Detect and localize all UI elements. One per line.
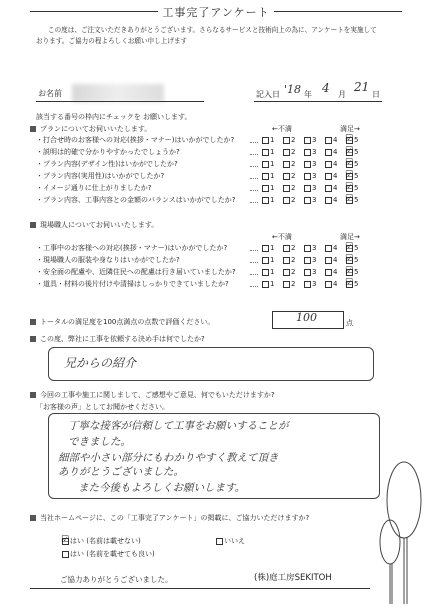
rating-option-2[interactable]: [283, 172, 295, 181]
rating-option-4[interactable]: [325, 148, 337, 157]
rating-option-3[interactable]: [304, 160, 316, 169]
rating-option-3[interactable]: [304, 280, 316, 289]
rating-number: 5: [354, 136, 359, 144]
rating-option-1[interactable]: [262, 256, 274, 265]
rating-number: 3: [312, 256, 317, 264]
rating-option-2[interactable]: [283, 256, 295, 265]
question-text: ・プラン内容(デザイン性)はいかがでしたか?: [36, 160, 178, 168]
rating-number: 5: [354, 280, 359, 288]
total-unit: 点: [346, 319, 353, 327]
check-mark: ☑: [345, 158, 354, 168]
rating-option-1[interactable]: [262, 160, 274, 169]
question-text: ・説明は的確で分かりやすかったでしょうか?: [36, 148, 180, 156]
title-rule-right: [274, 11, 402, 12]
rating-option-3[interactable]: [304, 148, 316, 157]
question-text: ・安全面の配慮や、近隣住民への配慮は行き届いていましたか?: [36, 268, 236, 276]
rating-number: 1: [270, 268, 275, 276]
rating-number: 5: [354, 148, 359, 156]
voice-answer-line: 丁寧な接客が信頼して工事をお願いすることが: [68, 420, 289, 432]
rating-number: 3: [312, 244, 317, 252]
homepage-option-label: はい (名前は載せない): [70, 537, 141, 545]
rating-checkbox[interactable]: [304, 197, 311, 204]
staff-scale-bad: ←不満: [272, 233, 292, 241]
question-leader: [250, 202, 258, 203]
rating-option-4[interactable]: [325, 160, 337, 169]
date-month: 4: [322, 81, 330, 95]
rating-number: 1: [270, 244, 275, 252]
rating-checkbox[interactable]: [262, 197, 269, 204]
rating-checkbox[interactable]: [262, 173, 269, 180]
check-mark: ☑: [345, 194, 354, 204]
question-leader: [250, 154, 258, 155]
check-mark: ☑: [345, 242, 354, 252]
rating-number: 2: [291, 268, 296, 276]
rating-number: 4: [333, 244, 338, 252]
voice-label-1: 今回の工事や施工に関しまして、ご感想やご意見、何でもいただけますか?: [40, 391, 275, 399]
rating-number: 5: [354, 184, 359, 192]
rating-option-3[interactable]: [304, 172, 316, 181]
homepage-option[interactable]: [62, 537, 141, 546]
question-text: ・プラン内容(実用性)はいかがでしたか?: [36, 172, 165, 180]
decision-bullet: [30, 336, 36, 342]
rating-option-2[interactable]: [283, 148, 295, 157]
check-mark: ☑: [345, 266, 354, 276]
rating-checkbox[interactable]: [283, 149, 290, 156]
rating-number: 2: [291, 172, 296, 180]
date-year-suffix: 年: [304, 90, 312, 99]
decision-label: この度、弊社に工事を依頼する決め手は何でしたか?: [40, 335, 205, 343]
rating-number: 5: [354, 196, 359, 204]
homepage-option-label: はい (名前を載せても良い): [70, 550, 155, 558]
staff-bullet: [30, 222, 36, 228]
rating-number: 2: [291, 136, 296, 144]
rating-option-2[interactable]: [283, 160, 295, 169]
rating-number: 3: [312, 136, 317, 144]
rating-option-1[interactable]: [262, 196, 274, 205]
rating-option-3[interactable]: [304, 256, 316, 265]
staff-heading: 現場職人についてお伺いいたします。: [40, 221, 159, 229]
rating-checkbox[interactable]: [262, 185, 269, 192]
rating-option-1[interactable]: [262, 148, 274, 157]
rating-option-4[interactable]: [325, 136, 337, 145]
homepage-option[interactable]: [216, 537, 245, 546]
rating-number: 3: [312, 148, 317, 156]
rating-checkbox[interactable]: [304, 281, 311, 288]
total-score-value: 100: [296, 311, 317, 324]
rating-option-3[interactable]: [304, 268, 316, 277]
rating-number: 2: [291, 256, 296, 264]
homepage-bullet: [30, 515, 36, 521]
check-mark: ☑: [345, 146, 354, 156]
rating-checkbox[interactable]: [325, 149, 332, 156]
rating-checkbox[interactable]: [304, 269, 311, 276]
check-mark: ☑: [61, 535, 70, 545]
name-underline: [36, 101, 204, 102]
check-mark: ☑: [345, 278, 354, 288]
rating-option-4[interactable]: [325, 172, 337, 181]
rating-option-3[interactable]: [304, 244, 316, 253]
date-day-suffix: 日: [372, 90, 380, 99]
rating-number: 2: [291, 184, 296, 192]
check-mark: ☑: [345, 134, 354, 144]
rating-number: 2: [291, 160, 296, 168]
question-leader: [250, 274, 258, 275]
rating-number: 1: [270, 280, 275, 288]
rating-checkbox[interactable]: [262, 149, 269, 156]
rating-option-2[interactable]: [283, 196, 295, 205]
rating-checkbox[interactable]: [304, 257, 311, 264]
voice-label-2: 「お客様の声」としてお聞かせください。: [36, 403, 169, 411]
rating-checkbox[interactable]: [304, 173, 311, 180]
rating-number: 4: [333, 280, 338, 288]
question-leader: [250, 142, 258, 143]
rating-checkbox[interactable]: [283, 281, 290, 288]
question-leader: [250, 286, 258, 287]
question-text: ・イメージ通りに仕上がりましたか?: [36, 184, 152, 192]
rating-number: 1: [270, 136, 275, 144]
check-mark: ☑: [345, 254, 354, 264]
form-title: 工事完了アンケート: [162, 6, 270, 19]
rating-checkbox[interactable]: [283, 161, 290, 168]
rating-checkbox[interactable]: [304, 137, 311, 144]
rating-number: 4: [333, 160, 338, 168]
rating-option-2[interactable]: [283, 184, 295, 193]
rating-option-3[interactable]: [304, 184, 316, 193]
rating-number: 2: [291, 148, 296, 156]
decision-answer: 兄からの紹介: [64, 356, 137, 370]
homepage-checkbox[interactable]: [216, 538, 223, 545]
rating-checkbox[interactable]: [262, 245, 269, 252]
rating-number: 1: [270, 160, 275, 168]
rating-checkbox[interactable]: [325, 197, 332, 204]
rating-checkbox[interactable]: [325, 185, 332, 192]
name-redacted: [72, 84, 164, 102]
question-leader: [250, 166, 258, 167]
intro-line-2: おります。ご協力の程よろしくお願い申し上げます: [36, 37, 188, 45]
rating-checkbox[interactable]: [325, 257, 332, 264]
total-bullet: [30, 319, 36, 325]
staff-scale-good: 満足→: [340, 233, 360, 241]
rating-checkbox[interactable]: [262, 137, 269, 144]
voice-answer-line: できました。: [68, 436, 131, 448]
question-text: ・打合せ時のお客様への対応(挨拶・マナー)はいかがでしたか?: [36, 136, 235, 144]
rating-number: 4: [333, 184, 338, 192]
question-leader: [250, 262, 258, 263]
rating-checkbox[interactable]: [283, 257, 290, 264]
total-label: トータルの満足度を100点満点の点数で評価ください。: [40, 318, 215, 326]
rating-number: 3: [312, 196, 317, 204]
rating-option-4[interactable]: [325, 244, 337, 253]
rating-checkbox[interactable]: [325, 245, 332, 252]
rating-option-4[interactable]: [325, 256, 337, 265]
rating-option-1[interactable]: [262, 280, 274, 289]
voice-answer-line: ありがとうございました。: [58, 466, 184, 478]
rating-checkbox[interactable]: [325, 281, 332, 288]
rating-number: 1: [270, 172, 275, 180]
voice-answer-line: 細部や小さい部分にもわかりやすく教えて頂き: [58, 452, 279, 464]
rating-number: 4: [333, 196, 338, 204]
check-mark: ☑: [345, 182, 354, 192]
rating-option-2[interactable]: [283, 268, 295, 277]
rating-number: 3: [312, 268, 317, 276]
footer-rule: [30, 588, 370, 589]
name-label: お名前: [38, 89, 62, 98]
rating-option-4[interactable]: [325, 184, 337, 193]
rating-number: 1: [270, 256, 275, 264]
title-rule-left: [30, 11, 158, 12]
rating-option-4[interactable]: [325, 268, 337, 277]
rating-option-1[interactable]: [262, 136, 274, 145]
rating-checkbox[interactable]: [283, 269, 290, 276]
rating-number: 5: [354, 256, 359, 264]
intro-line-1: この度は、ご注文いただきありがとうございます。さらなるサービスと技術向上の為に、アンケートを実施して: [48, 26, 377, 34]
tree-illustration: [368, 458, 428, 610]
date-month-suffix: 月: [338, 90, 346, 99]
rating-number: 1: [270, 148, 275, 156]
rating-checkbox[interactable]: [283, 173, 290, 180]
date-year: '18: [284, 83, 302, 96]
question-leader: [250, 250, 258, 251]
rating-option-2[interactable]: [283, 244, 295, 253]
rating-checkbox[interactable]: [325, 173, 332, 180]
rating-option-4[interactable]: [325, 196, 337, 205]
rating-checkbox[interactable]: [262, 257, 269, 264]
rating-checkbox[interactable]: [283, 185, 290, 192]
question-leader: [250, 190, 258, 191]
rating-number: 5: [354, 160, 359, 168]
question-text: ・道具・材料の後片付けや清掃はしっかりできていましたか?: [36, 280, 229, 288]
rating-number: 4: [333, 172, 338, 180]
rating-checkbox[interactable]: [283, 197, 290, 204]
rating-number: 5: [354, 244, 359, 252]
instruction: 該当する番号の枠内にチェックを お願いします。: [36, 113, 192, 121]
rating-checkbox[interactable]: [262, 161, 269, 168]
question-text: ・工事中のお客様への対応(挨拶・マナー)はいかがでしたか?: [36, 244, 228, 252]
rating-option-3[interactable]: [304, 136, 316, 145]
voice-bullet: [30, 392, 36, 398]
plan-scale-good: 満足→: [340, 125, 360, 133]
footer-thanks: ご協力ありがとうございました。: [60, 575, 173, 584]
footer-company: (株)庭工房SEKITOH: [254, 573, 332, 583]
rating-checkbox[interactable]: [283, 137, 290, 144]
rating-number: 2: [291, 280, 296, 288]
plan-heading: プランについてお伺いいたします。: [40, 125, 152, 133]
rating-checkbox[interactable]: [304, 245, 311, 252]
plan-scale-bad: ←不満: [272, 125, 292, 133]
rating-option-1[interactable]: [262, 244, 274, 253]
date-label: 記入日: [256, 90, 280, 99]
rating-number: 3: [312, 160, 317, 168]
rating-number: 2: [291, 196, 296, 204]
date-day: 21: [354, 80, 370, 94]
homepage-checkbox[interactable]: [62, 551, 69, 558]
rating-number: 4: [333, 136, 338, 144]
rating-checkbox[interactable]: [325, 269, 332, 276]
question-text: ・現場職人の服装や身なりはいかがでしたか?: [36, 256, 180, 264]
homepage-option[interactable]: [62, 550, 155, 559]
rating-option-1[interactable]: [262, 268, 274, 277]
date-underline: [254, 101, 382, 102]
rating-option-3[interactable]: [304, 196, 316, 205]
rating-option-1[interactable]: [262, 172, 274, 181]
rating-number: 2: [291, 244, 296, 252]
rating-number: 5: [354, 172, 359, 180]
rating-checkbox[interactable]: [262, 281, 269, 288]
homepage-option-label: いいえ: [224, 537, 245, 545]
rating-number: 3: [312, 172, 317, 180]
rating-option-2[interactable]: [283, 136, 295, 145]
homepage-label: 当社ホームページに、この「工事完了アンケート」の掲載に、ご協力いただけますか?: [40, 514, 310, 522]
rating-number: 3: [312, 280, 317, 288]
rating-option-2[interactable]: [283, 280, 295, 289]
rating-option-1[interactable]: [262, 184, 274, 193]
question-leader: [250, 178, 258, 179]
rating-checkbox[interactable]: [304, 161, 311, 168]
rating-number: 4: [333, 268, 338, 276]
rating-number: 4: [333, 148, 338, 156]
rating-number: 1: [270, 196, 275, 204]
rating-checkbox[interactable]: [325, 161, 332, 168]
rating-number: 1: [270, 184, 275, 192]
rating-number: 5: [354, 268, 359, 276]
plan-bullet: [30, 126, 36, 132]
rating-checkbox[interactable]: [283, 245, 290, 252]
rating-option-4[interactable]: [325, 280, 337, 289]
rating-number: 3: [312, 184, 317, 192]
rating-number: 4: [333, 256, 338, 264]
rating-checkbox[interactable]: [262, 269, 269, 276]
check-mark: ☑: [345, 170, 354, 180]
voice-answer-line: また今後もよろしくお願いします。: [78, 482, 246, 494]
rating-checkbox[interactable]: [304, 149, 311, 156]
question-text: ・プラン内容、工事内容との金額のバランスはいかがでしたか?: [36, 196, 236, 204]
rating-checkbox[interactable]: [304, 185, 311, 192]
rating-checkbox[interactable]: [325, 137, 332, 144]
